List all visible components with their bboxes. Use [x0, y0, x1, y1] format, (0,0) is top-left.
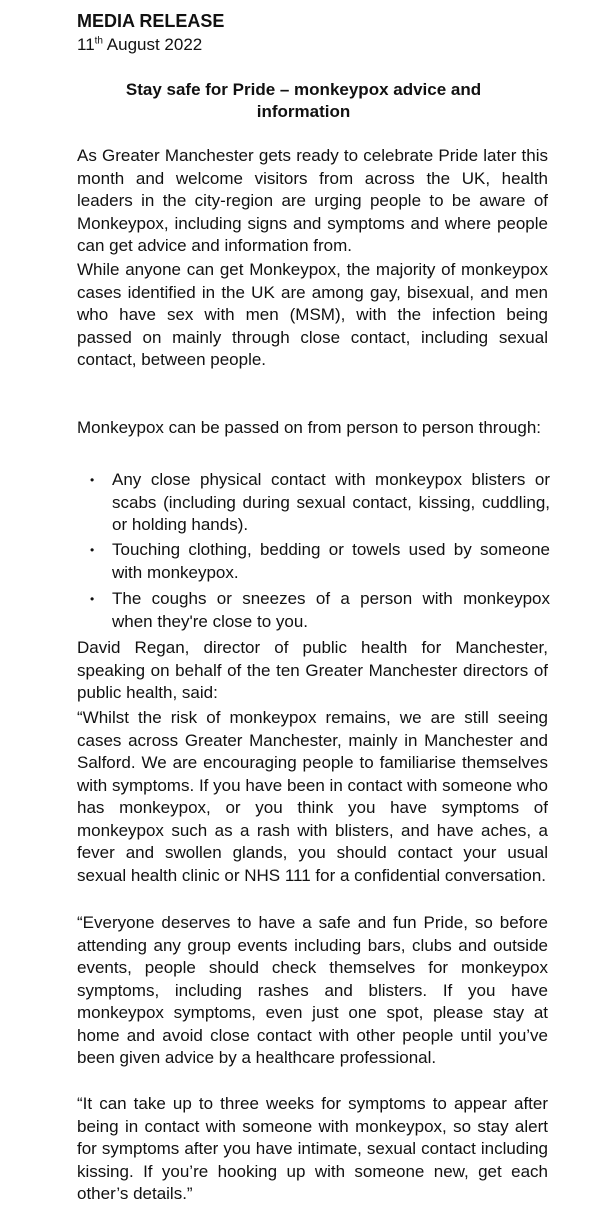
release-date-rest: August 2022 [103, 35, 203, 54]
quote-intro-paragraph: David Regan, director of public health for Manchester, speaking on behalf of the ten Greater Manchester directors of public health, said: [77, 638, 548, 702]
bullet-text: The coughs or sneezes of a person with monkeypox when they're close to you. [112, 589, 550, 631]
release-date-day: 11 [77, 35, 95, 54]
intro-paragraph: As Greater Manchester gets ready to celebrate Pride later this month and welcome visitors from across the UK, health leaders in the city-region are urging people to be aware of Monkeypox, including signs and symptoms and where people can get advice and information from. [77, 146, 548, 255]
release-title: Stay safe for Pride – monkeypox advice and information [125, 80, 482, 121]
media-release-label: MEDIA RELEASE [77, 11, 225, 31]
bullet-item [90, 588, 550, 633]
bullet-dot: • [90, 592, 95, 606]
transmission-paragraph: Monkeypox can be passed on from person to person through: [77, 418, 542, 437]
quote-paragraph: “It can take up to three weeks for symptoms to appear after being in contact with someone with monkeypox, so stay alert for symptoms after you have intimate, sexual contact including kissing. If you’re hooking up with someone new, get each other’s details.” [77, 1094, 548, 1203]
bullet-dot: • [90, 543, 95, 557]
bullet-item [90, 539, 550, 584]
release-date [77, 34, 202, 56]
msm-paragraph: While anyone can get Monkeypox, the majority of monkeypox cases identified in the UK are among gay, bisexual, and men who have sex with men (MSM), with the infection being passed on mainly through close contact, including sexual contact, between people. [77, 260, 548, 369]
quote-paragraph: “Whilst the risk of monkeypox remains, we are still seeing cases across Greater Manchester, mainly in Manchester and Salford. We are encouraging people to familiarise themselves with symptoms. If you have been in contact with someone who has monkeypox, or you think you have symptoms of monkeypox such as a rash with blisters, and have aches, a fever and swollen glands, you should contact your usual sexual health clinic or NHS 111 for a confidential conversation. [77, 708, 548, 885]
bullet-text: Touching clothing, bedding or towels used by someone with monkeypox. [112, 540, 550, 582]
bullet-item [90, 469, 550, 537]
bullet-dot: • [90, 473, 95, 487]
bullet-text: Any close physical contact with monkeypox blisters or scabs (including during sexual contact, kissing, cuddling, or holding hands). [112, 470, 550, 534]
quote-paragraph: “Everyone deserves to have a safe and fun Pride, so before attending any group events including bars, clubs and outside events, people should check themselves for monkeypox symptoms, including rashes and blisters. If you have monkeypox symptoms, even just one spot, please stay at home and avoid close contact with other people until you’ve been given advice by a healthcare professional. [77, 913, 548, 1067]
release-date-suffix: th [94, 35, 103, 47]
